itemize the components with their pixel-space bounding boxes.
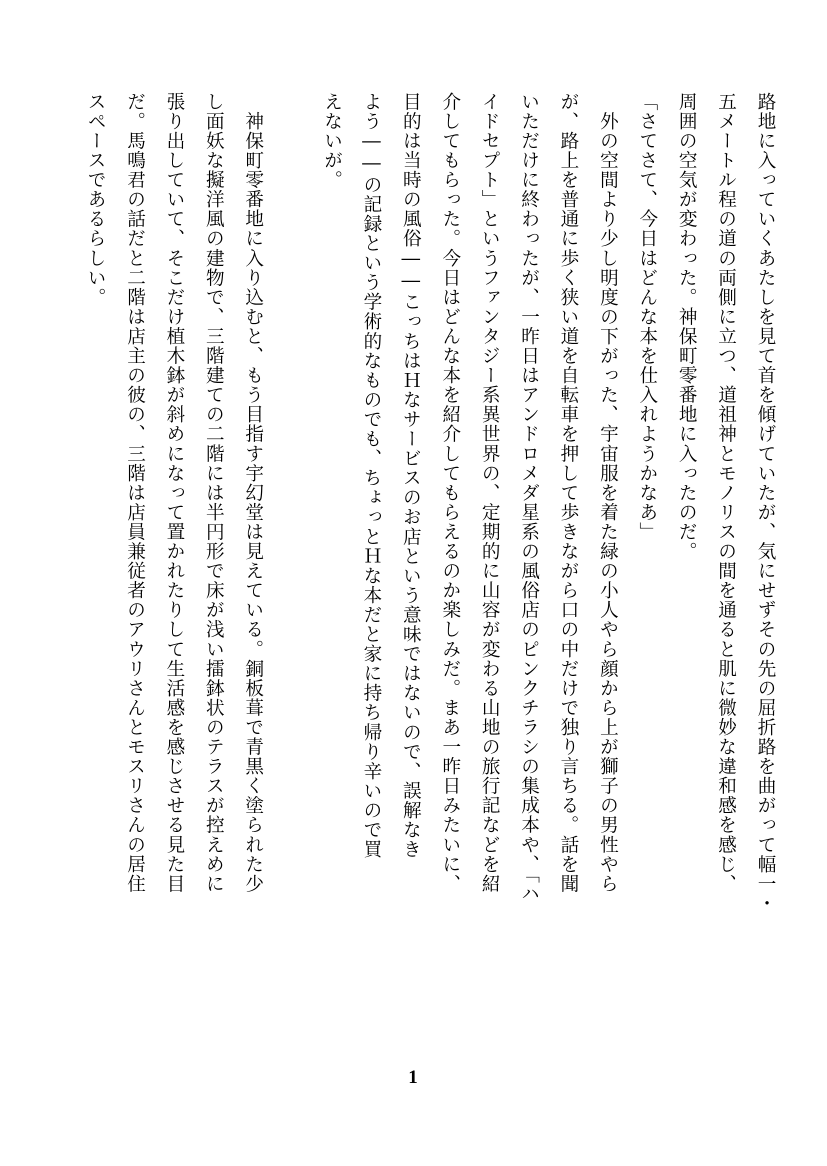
paragraph-line: 張り出していて、そこだけ植木鉢が斜めになって置かれたりして生活感を感じさせる見た目 xyxy=(163,92,185,894)
paragraph-line: が、路上を普通に歩く狭い道を自転車を押して歩きながら口の中だけで独り言ちる。話を聞 xyxy=(557,92,579,894)
paragraph-line: 目的は当時の風俗――こっちはＨなサービスのお店という意味ではないので、誤解なき xyxy=(400,92,422,860)
paragraph-line: えないが。 xyxy=(321,92,343,190)
paragraph-line: し面妖な擬洋風の建物で、三階建ての二階には半円形で床が浅い擂鉢状のテラスが控えめに xyxy=(203,92,225,894)
blank-line xyxy=(273,92,312,1052)
paragraph-line: 路地に入っていくあたしを見て首を傾げていたが、気にせずその先の屈折路を曲がって幅一・ xyxy=(755,92,776,914)
paragraph-line: よう――の記録という学術的なものでも、ちょっとＨな本だと家に持ち帰り辛いので買 xyxy=(360,92,382,860)
paragraph-line: 外の空間より少し明度の下がった、宇宙服を着た緑の小人やら顔から上が獅子の男性やら xyxy=(597,92,619,894)
paragraph-line: だ。馬鳴君の話だと二階は店主の彼の、三階は店員兼従者のアウリさんとモスリさんの居住 xyxy=(124,92,146,894)
vertical-body-text xyxy=(52,92,785,1052)
paragraph-line: イドセプト」というファンタジー系異世界の、定期的に山容が変わる山地の旅行記などを紹 xyxy=(479,92,501,894)
paragraph-line: いただけに終わったが、一昨日はアンドロメダ星系の風俗店のピンクチラシの集成本や、「ハ xyxy=(518,92,540,904)
paragraph-line: 神保町零番地に入り込むと、もう目指す宇幻堂は見えている。銅板葺で青黒く塗られた少 xyxy=(242,92,264,894)
paragraph-line: スペースであるらしい。 xyxy=(85,92,107,308)
paragraph-line: 五メートル程の道の両側に立つ、道祖神とモノリスの間を通ると肌に微妙な違和感を感じ、 xyxy=(715,92,737,894)
paragraph-line: 介してもらった。今日はどんな本を紹介してもらえるのか楽しみだ。まあ一昨日みたいに、 xyxy=(439,92,461,894)
paragraph-line: 周囲の空気が変わった。神保町零番地に入ったのだ。 xyxy=(676,92,698,562)
page-number: 1 xyxy=(408,1067,418,1088)
paragraph-line: 「さてさて、今日はどんな本を仕入れようかなあ」 xyxy=(636,92,658,542)
